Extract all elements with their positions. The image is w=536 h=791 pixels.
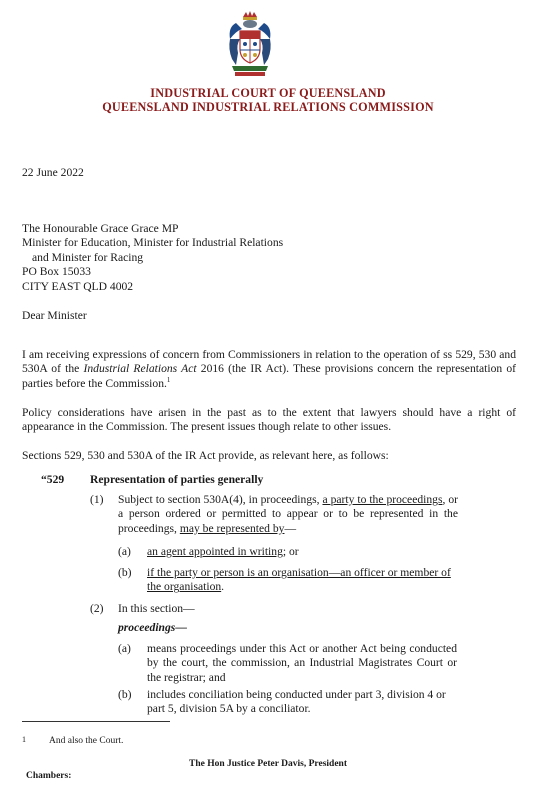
court-name: INDUSTRIAL COURT OF QUEENSLAND [150, 86, 386, 100]
paragraph-sections: Sections 529, 530 and 530A of the IR Act provide, as relevant here, as follows: [22, 449, 389, 462]
definition-b-text: includes conciliation being conducted under part 3, division 4 or part 5, division 5A by a conciliator. [147, 688, 446, 716]
address-line: The Honourable Grace Grace MP [22, 222, 179, 235]
paragraph-a-text [147, 545, 299, 559]
act-title: Industrial Relations Act [83, 362, 197, 376]
letter-date: 22 June 2022 [22, 166, 84, 179]
defined-term [118, 621, 187, 635]
paragraph-b-text [147, 566, 457, 595]
text-run: , or a person ordered or permitted to appear or to be represented in the proceedings, [118, 493, 458, 535]
paragraph-text: I am receiving expressions of concern from Commissioners in relation to the operation of ss 529, 530 and 530A of the [22, 348, 516, 376]
underlined-text: an agent appointed in writing [147, 545, 283, 558]
term-text: proceedings [118, 621, 176, 634]
commission-name: QUEENSLAND INDUSTRIAL RELATIONS COMMISSION [102, 100, 434, 114]
paragraph-label: (b) [118, 566, 132, 579]
text-run: — [284, 521, 297, 535]
paragraph-concerns [22, 348, 516, 391]
paragraph-label: (b) [118, 688, 132, 701]
recipient-address [22, 222, 283, 294]
definition-a-text: means proceedings under this Act or another Act being conducted by the court, the commission, an Industrial Magistrates Court or the registrar; and [147, 642, 457, 684]
text-run: . [221, 580, 225, 594]
coat-of-arms-icon [224, 9, 276, 79]
text-run: Subject to section 530A(4), in proceedings, [118, 493, 323, 506]
paragraph-policy: Policy considerations have arisen in the past as to the extent that lawyers should have a right of appearance in the Commission. The present issues though relate to other issues. [22, 406, 516, 434]
footer-signatory: The Hon Justice Peter Davis, President [189, 759, 347, 769]
paragraph-label: (a) [118, 642, 131, 655]
paragraph-label: (a) [118, 545, 131, 558]
subsection-1-text [118, 493, 458, 536]
address-line: and Minister for Racing [32, 250, 144, 264]
underlined-text: a party to the proceedings [322, 493, 443, 506]
subsection-number: (1) [90, 493, 104, 506]
footnote-text: And also the Court. [49, 736, 124, 746]
underlined-text: may be represented by [179, 521, 285, 535]
paragraph-text: 2016 (the IR Act). These provisions concern the representation of parties before the Commission. [22, 362, 516, 390]
subsection-2-text: In this section— [118, 602, 195, 615]
chambers-label: Chambers: [26, 771, 72, 781]
footnote-divider [22, 721, 170, 722]
salutation: Dear Minister [22, 309, 87, 322]
address-line: PO Box 15033 [22, 265, 91, 279]
underlined-text: if the party or person is an organisation—an officer or member of the organisation [147, 566, 451, 594]
section-number: “529 [41, 473, 65, 486]
address-line: CITY EAST QLD 4002 [22, 279, 134, 293]
footnote-ref[interactable]: 1 [166, 376, 171, 385]
text-run: ; or [282, 545, 299, 558]
section-heading: Representation of parties generally [90, 473, 264, 486]
address-line: Minister for Education, Minister for Industrial Relations [22, 236, 284, 250]
footnote-number: 1 [22, 735, 26, 744]
subsection-number: (2) [90, 602, 104, 615]
term-dash: — [175, 621, 187, 634]
